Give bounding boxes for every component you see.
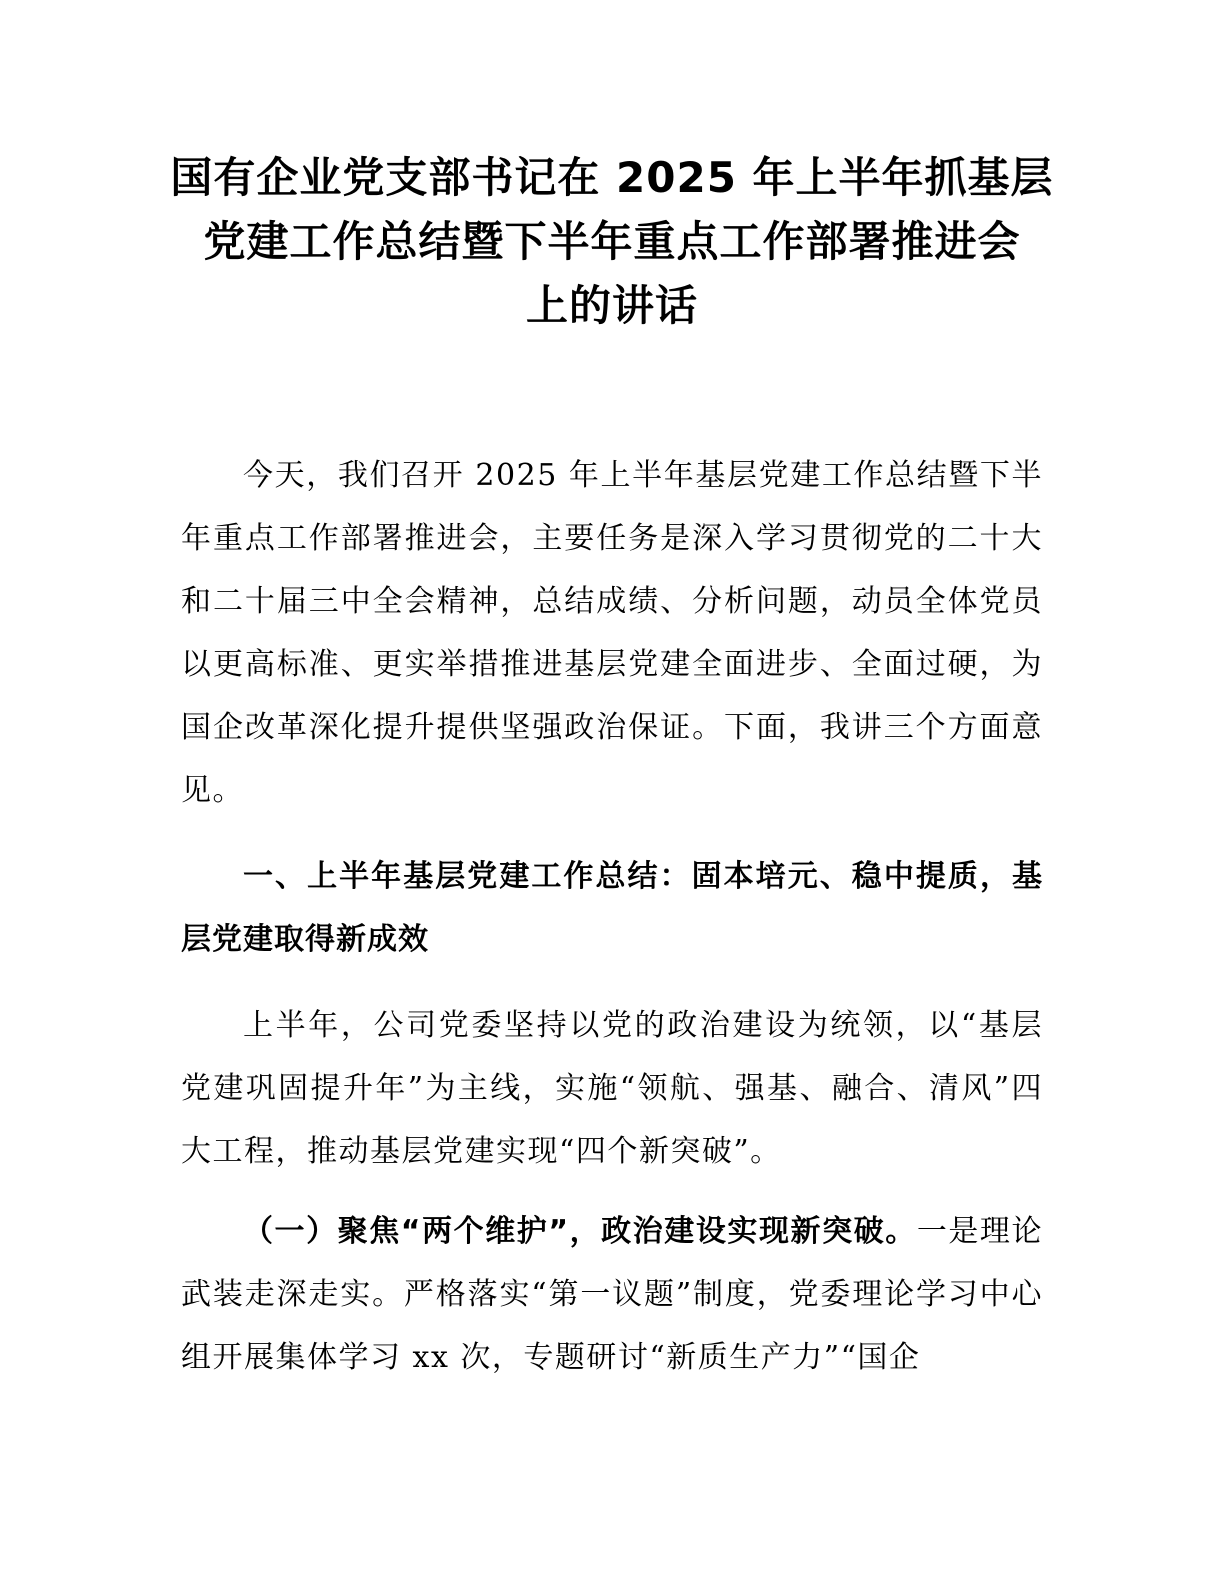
document-title	[150, 146, 1074, 338]
subsection-1-paragraph	[181, 1200, 1043, 1389]
title-line-2: 党建工作总结暨下半年重点工作部署推进会	[203, 217, 1021, 266]
section-1-paragraph: 上半年，公司党委坚持以党的政治建设为统领，以“基层党建巩固提升年”为主线，实施“领航、强基、融合、清风”四大工程，推动基层党建实现“四个新突破”。	[181, 1008, 1043, 1169]
section-1-heading: 一、上半年基层党建工作总结：固本培元、稳中提质，基层党建取得新成效	[181, 859, 1043, 957]
subsection-1-heading: （一）聚焦“两个维护”，政治建设实现新突破。	[243, 1214, 917, 1249]
title-line-3: 上的讲话	[525, 281, 698, 330]
intro-paragraph: 今天，我们召开 2025 年上半年基层党建工作总结暨下半年重点工作部署推进会，主要任务是深入学习贯彻党的二十大和二十届三中全会精神，总结成绩、分析问题，动员全体党员以更高标准、更实举措推进基层党建全面进步、全面过硬，为国企改革深化提升提供坚强政治保证。下面，我讲三个方面意见。	[181, 458, 1043, 808]
subsection-1-text: 一是理论武装走深走实。严格落实“第一议题”制度，党委理论学习中心组开展集体学习 xx 次，专题研讨“新质生产力”“国企	[181, 1214, 1043, 1375]
title-line-1: 国有企业党支部书记在 2025 年上半年抓基层	[170, 153, 1054, 202]
